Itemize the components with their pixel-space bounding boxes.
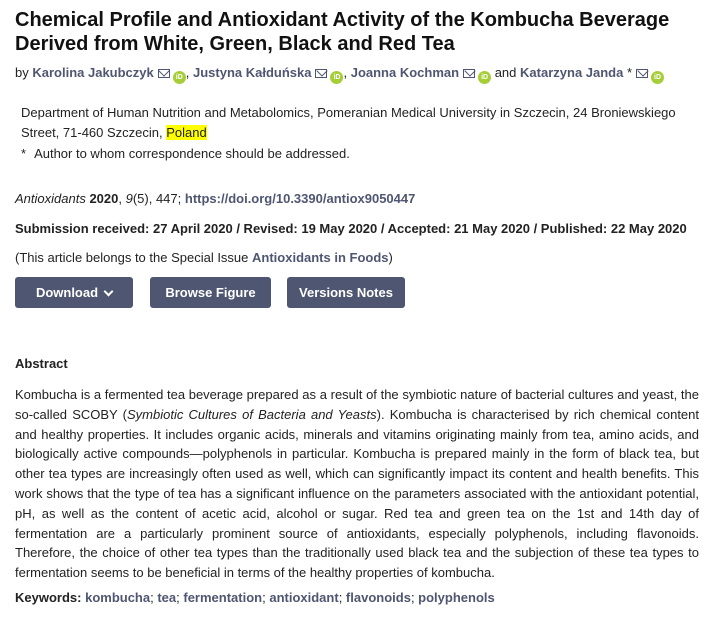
keyword-link[interactable]: flavonoids [345, 590, 411, 605]
mail-icon[interactable] [315, 69, 327, 78]
author-link[interactable]: Joanna Kochman [350, 65, 460, 80]
versions-notes-button[interactable]: Versions Notes [287, 277, 405, 308]
correspondence-note [21, 145, 350, 163]
mail-icon[interactable] [636, 69, 648, 78]
special-issue-note [15, 249, 393, 267]
abstract-heading: Abstract [15, 356, 68, 371]
orcid-icon[interactable]: iD [330, 71, 343, 84]
orcid-icon[interactable]: iD [173, 71, 186, 84]
keyword-separator: ; [262, 590, 270, 605]
journal-name: Antioxidants [15, 191, 86, 206]
affiliation-country: Poland [166, 125, 207, 140]
affiliation-text: Department of Human Nutrition and Metabolomics, Pomeranian Medical University in Szczecin, 24 Broniewskiego Street, 71-460 Szczecin, [21, 105, 676, 140]
and-label: and [494, 65, 517, 80]
keyword-separator: ; [150, 590, 158, 605]
mail-icon[interactable] [158, 69, 170, 78]
abstract-part1: Kombucha is a fermented tea beverage prepared as a result of the symbiotic nature of bacterial cultures and yeast, the so-called SCOBY ( [15, 387, 699, 422]
keyword-link[interactable]: fermentation [183, 590, 263, 605]
keyword-separator: ; [410, 590, 419, 605]
article-title: Chemical Profile and Antioxidant Activity of the Kombucha Beverage Derived from White, Green, Black and Red Tea [15, 9, 670, 55]
author-link[interactable]: Katarzyna Janda [520, 65, 624, 80]
mail-icon[interactable] [463, 69, 475, 78]
abstract-text [15, 385, 699, 583]
author-link[interactable]: Karolina Jakubczyk [32, 65, 154, 80]
keyword-link[interactable]: antioxidant [269, 590, 339, 605]
chevron-down-icon [104, 287, 114, 297]
year: 2020 [89, 191, 119, 206]
special-issue-suffix: ) [388, 250, 393, 265]
keyword-separator: ; [338, 590, 346, 605]
doi-link[interactable]: https://doi.org/10.3390/antiox9050447 [184, 191, 416, 206]
keyword-link[interactable]: polyphenols [418, 590, 495, 605]
author-list: by Karolina Jakubczyk iD , Justyna Kałduńska iD , Joanna Kochman iD and Katarzyna Janda * iD [15, 64, 715, 84]
by-label: by [15, 65, 29, 80]
special-issue-prefix: (This article belongs to the Special Issue [15, 250, 253, 265]
keywords [15, 589, 495, 607]
download-button[interactable] [15, 277, 133, 308]
keyword-link[interactable]: kombucha [85, 590, 151, 605]
abstract-part2: ). Kombucha is characterised by rich chemical content and healthy properties. It includes organic acids, minerals and vitamins originating mainly from tea, amino acids, and biologically active compounds—polyphenols in particular. Kombucha is prepared mainly in the form of black tea, but other tea types are increasingly often used as well, which can significantly impact its content and health benefits. This work shows that the type of tea has a significant influence on the parameters associated with the antioxidant potential, pH, as well as the content of acetic acid, alcohol or sugar. Red tea and green tea on the 1st and 14th day of fermentation are a particularly prominent source of antioxidants, especially polyphenols, including flavonoids. Therefore, the choice of other tea types than the traditionally used black tea and the subjection of these tea types to fermentation seems to be beneficial in terms of the healthy properties of kombucha. [15, 406, 700, 581]
keyword-link[interactable]: tea [157, 590, 177, 605]
keywords-label: Keywords: [15, 590, 82, 605]
publication-dates: Submission received: 27 April 2020 / Revised: 19 May 2020 / Accepted: 21 May 2020 / Published: 22 May 2020 [15, 221, 687, 236]
volume: 9 [125, 191, 133, 206]
corresponding-mark: * [626, 65, 633, 80]
orcid-icon[interactable]: iD [651, 71, 664, 84]
special-issue-link[interactable]: Antioxidants in Foods [252, 250, 389, 265]
keyword-separator: ; [176, 590, 184, 605]
correspondence-text: Author to whom correspondence should be addressed. [34, 146, 350, 161]
browse-figure-button[interactable]: Browse Figure [150, 277, 271, 308]
affiliation [21, 103, 711, 143]
download-label: Download [35, 285, 99, 300]
citation: Antioxidants 2020, 9(5), 447; https://doi.org/10.3390/antiox9050447 [15, 191, 416, 206]
author-link[interactable]: Justyna Kałduńska [192, 65, 312, 80]
correspondence-mark: * [21, 146, 27, 161]
issue-pages: (5), 447; [132, 191, 185, 206]
abstract-italic: Symbiotic Cultures of Bacteria and Yeasts [126, 406, 377, 422]
orcid-icon[interactable]: iD [478, 71, 491, 84]
